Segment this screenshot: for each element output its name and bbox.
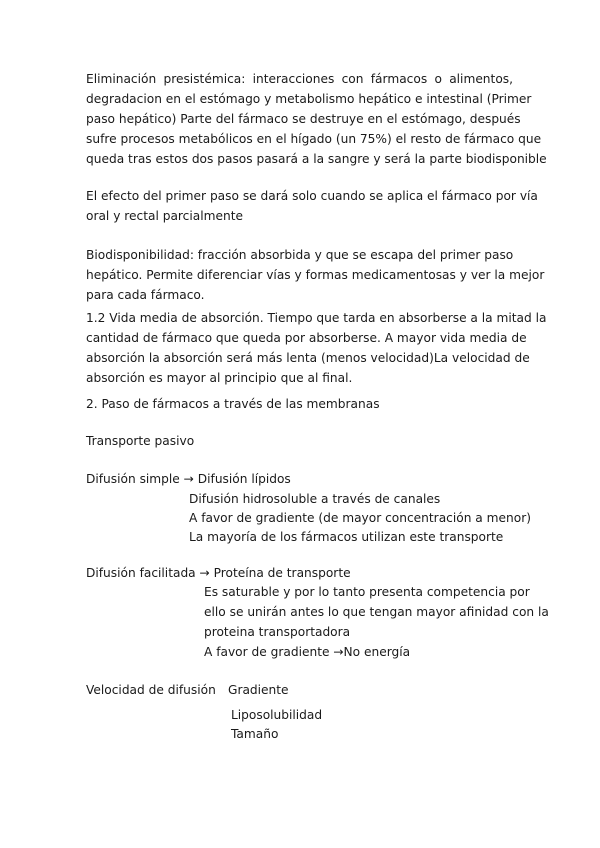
paragraph-biodisponibilidad [86, 245, 545, 305]
text-line: El efecto del primer paso se dará solo cuando se aplica el fármaco por vía [86, 189, 538, 203]
velocidad-factor-item: Gradiente [228, 683, 289, 697]
paragraph-eliminacion-presistemica [86, 69, 547, 169]
velocidad-factor-item: Tamaño [231, 727, 279, 741]
difusion-facilitada-item: ello se unirán antes lo que tengan mayor afinidad con la [204, 605, 549, 619]
text-line: Biodisponibilidad: fracción absorbida y que se escapa del primer paso [86, 248, 514, 262]
difusion-simple-item: Difusión hidrosoluble a través de canales [189, 492, 441, 506]
text-line: Eliminación presistémica: interacciones con fármacos o alimentos, [86, 72, 513, 86]
text-line: hepático. Permite diferenciar vías y formas medicamentosas y ver la mejor [86, 268, 545, 282]
text-line: degradacion en el estómago y metabolismo hepático e intestinal (Primer [86, 92, 532, 106]
velocidad-difusion-label: Velocidad de difusión [86, 683, 216, 697]
velocidad-factor-item: Liposolubilidad [231, 708, 323, 722]
difusion-facilitada-item: A favor de gradiente →No energía [204, 645, 411, 659]
paragraph-efecto-primer-paso [86, 186, 538, 226]
section-heading-membranas: 2. Paso de fármacos a través de las membranas [86, 397, 380, 411]
difusion-facilitada-item: Es saturable y por lo tanto presenta competencia por [204, 585, 530, 599]
text-line: paso hepático) Parte del fármaco se destruye en el estómago, después [86, 112, 521, 126]
difusion-simple-item: La mayoría de los fármacos utilizan este transporte [189, 530, 504, 544]
paragraph-vida-media-absorcion [86, 308, 547, 388]
difusion-simple-label: Difusión simple → Difusión lípidos [86, 472, 291, 486]
text-line: oral y rectal parcialmente [86, 209, 243, 223]
text-line: absorción la absorción será más lenta (menos velocidad)La velocidad de [86, 351, 530, 365]
section-heading-transporte-pasivo: Transporte pasivo [86, 434, 195, 448]
text-line: sufre procesos metabólicos en el hígado (un 75%) el resto de fármaco que [86, 132, 542, 146]
difusion-simple-item: A favor de gradiente (de mayor concentración a menor) [189, 511, 531, 525]
text-line: queda tras estos dos pasos pasará a la sangre y será la parte biodisponible [86, 152, 547, 166]
text-line: absorción es mayor al principio que al final. [86, 371, 353, 385]
text-line: cantidad de fármaco que queda por absorberse. A mayor vida media de [86, 331, 527, 345]
text-line: para cada fármaco. [86, 288, 205, 302]
text-line: 1.2 Vida media de absorción. Tiempo que tarda en absorberse a la mitad la [86, 311, 547, 325]
difusion-facilitada-label: Difusión facilitada → Proteína de transporte [86, 566, 351, 580]
difusion-facilitada-item: proteina transportadora [204, 625, 351, 639]
